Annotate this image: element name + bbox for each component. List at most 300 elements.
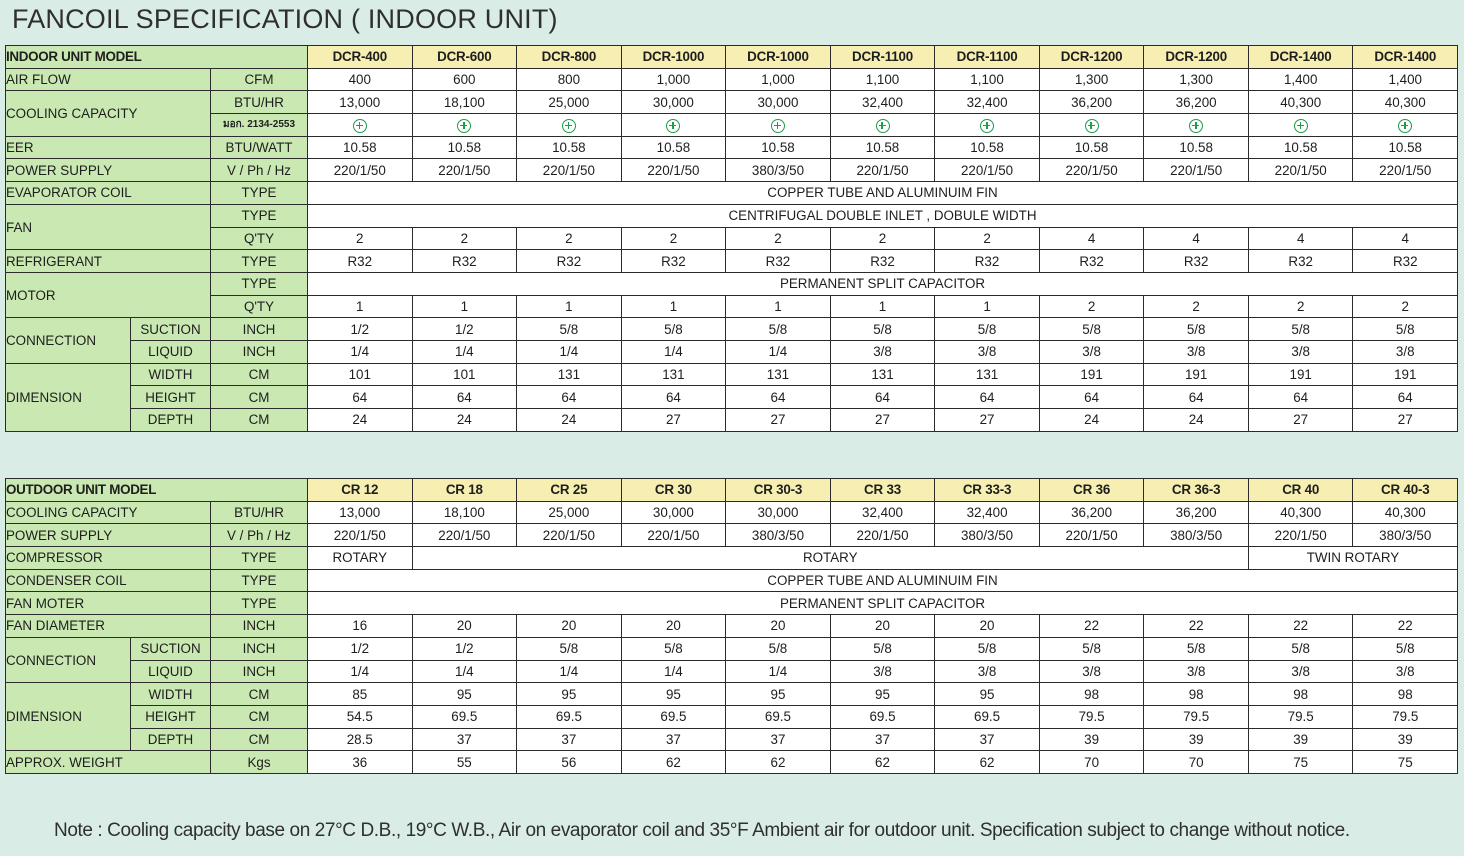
unit-label: มอก. 2134-2553: [211, 114, 308, 137]
model-name: DCR-1100: [830, 46, 935, 69]
value-cell: 1: [830, 295, 935, 318]
merged-value: CENTRIFUGAL DOUBLE INLET , DOBULE WIDTH: [308, 204, 1458, 227]
model-name: CR 30: [621, 479, 726, 502]
unit-label: CM: [211, 728, 308, 751]
value-cell: 2: [308, 227, 413, 250]
value-cell: 1/4: [308, 660, 413, 683]
unit-label: Q'TY: [211, 227, 308, 250]
value-cell: 101: [308, 363, 413, 386]
value-cell: 69.5: [412, 705, 517, 728]
condenser-coil-row: [6, 569, 1458, 592]
value-cell: 131: [830, 363, 935, 386]
cooling-capacity-row: [6, 91, 1458, 114]
model-name: CR 12: [308, 479, 413, 502]
dimension-depth-row: [6, 409, 1458, 432]
standard-mark-cell: [621, 114, 726, 137]
standard-mark-cell: [1144, 114, 1249, 137]
value-cell: 5/8: [935, 637, 1040, 660]
model-name: DCR-1200: [1039, 46, 1144, 69]
dimension-width-row: [6, 363, 1458, 386]
unit-label: V / Ph / Hz: [211, 159, 308, 182]
value-cell: 5/8: [1353, 637, 1458, 660]
value-cell: 62: [935, 751, 1040, 774]
value-cell: 1/4: [412, 340, 517, 363]
row-label: FAN MOTER: [6, 592, 211, 615]
standard-mark-cell: [935, 114, 1040, 137]
unit-label: CM: [211, 386, 308, 409]
value-cell: 27: [935, 409, 1040, 432]
value-cell: 64: [935, 386, 1040, 409]
value-cell: 5/8: [1144, 637, 1249, 660]
value-cell: 79.5: [1144, 705, 1249, 728]
value-cell: 40,300: [1248, 91, 1353, 114]
value-cell: 36,200: [1039, 91, 1144, 114]
value-cell: 10.58: [412, 136, 517, 159]
value-cell: 220/1/50: [308, 159, 413, 182]
value-cell: 64: [726, 386, 831, 409]
unit-label: TYPE: [211, 547, 308, 570]
unit-label: TYPE: [211, 272, 308, 295]
value-cell: 39: [1144, 728, 1249, 751]
value-cell: 98: [1039, 683, 1144, 706]
value-cell: 5/8: [1248, 637, 1353, 660]
value-cell: 56: [517, 751, 622, 774]
value-cell: 20: [726, 615, 831, 638]
value-cell: 5/8: [1039, 637, 1144, 660]
fan-type-row: [6, 204, 1458, 227]
value-cell: 1: [621, 295, 726, 318]
value-cell: 62: [830, 751, 935, 774]
unit-label: INCH: [211, 660, 308, 683]
value-cell: 20: [412, 615, 517, 638]
value-cell: 95: [412, 683, 517, 706]
value-cell: 5/8: [1039, 318, 1144, 341]
power-supply-row: [6, 159, 1458, 182]
weight-row: [6, 751, 1458, 774]
value-cell: 5/8: [935, 318, 1040, 341]
value-cell: 64: [830, 386, 935, 409]
value-cell: 79.5: [1353, 705, 1458, 728]
value-cell: 37: [517, 728, 622, 751]
row-label: POWER SUPPLY: [6, 524, 211, 547]
row-label: FAN: [6, 204, 211, 249]
unit-label: TYPE: [211, 569, 308, 592]
value-cell: 380/3/50: [935, 524, 1040, 547]
standard-mark-cell: [726, 114, 831, 137]
value-cell: 220/1/50: [935, 159, 1040, 182]
value-cell: 1/2: [308, 637, 413, 660]
tisi-mark-icon: [980, 119, 994, 133]
value-cell: 27: [1248, 409, 1353, 432]
value-cell: 5/8: [517, 637, 622, 660]
value-cell: 27: [830, 409, 935, 432]
value-cell: R32: [1039, 250, 1144, 273]
value-cell: 5/8: [621, 318, 726, 341]
unit-label: INCH: [211, 615, 308, 638]
value-cell: 22: [1039, 615, 1144, 638]
value-cell: 69.5: [830, 705, 935, 728]
unit-label: TYPE: [211, 592, 308, 615]
value-cell: 1/2: [308, 318, 413, 341]
connection-suction-row: [6, 318, 1458, 341]
unit-label: TYPE: [211, 182, 308, 205]
row-label: EER: [6, 136, 211, 159]
connection-liquid-row: [6, 340, 1458, 363]
model-name: DCR-1100: [935, 46, 1040, 69]
value-cell: 3/8: [1039, 340, 1144, 363]
value-cell: 20: [517, 615, 622, 638]
value-cell: 1,000: [621, 68, 726, 91]
model-name: CR 33-3: [935, 479, 1040, 502]
value-cell: 62: [621, 751, 726, 774]
value-cell: 3/8: [935, 660, 1040, 683]
value-cell: 39: [1353, 728, 1458, 751]
value-cell: 70: [1039, 751, 1144, 774]
value-cell: 220/1/50: [1248, 159, 1353, 182]
value-cell: 1: [517, 295, 622, 318]
value-cell: 5/8: [726, 318, 831, 341]
compressor-row: [6, 547, 1458, 570]
value-cell: 37: [412, 728, 517, 751]
value-cell: 64: [412, 386, 517, 409]
value-cell: 220/1/50: [830, 524, 935, 547]
value-cell: 37: [935, 728, 1040, 751]
value-cell: 131: [935, 363, 1040, 386]
value-cell: 39: [1248, 728, 1353, 751]
value-cell: 24: [308, 409, 413, 432]
value-cell: 13,000: [308, 501, 413, 524]
standard-mark-cell: [517, 114, 622, 137]
value-cell: 10.58: [726, 136, 831, 159]
value-cell: 25,000: [517, 91, 622, 114]
value-cell: 36,200: [1144, 501, 1249, 524]
value-cell: 64: [1248, 386, 1353, 409]
value-cell: 22: [1144, 615, 1249, 638]
value-cell: 1/4: [412, 660, 517, 683]
sub-label: HEIGHT: [131, 386, 211, 409]
value-cell: 2: [1039, 295, 1144, 318]
value-cell: 5/8: [830, 637, 935, 660]
value-cell: 5/8: [621, 637, 726, 660]
fan-diameter-row: [6, 615, 1458, 638]
value-cell: 131: [726, 363, 831, 386]
sub-label: WIDTH: [131, 363, 211, 386]
unit-label: INCH: [211, 637, 308, 660]
row-label: COOLING CAPACITY: [6, 91, 211, 136]
value-cell: 380/3/50: [1144, 524, 1249, 547]
sub-label: LIQUID: [131, 660, 211, 683]
model-name: CR 40: [1248, 479, 1353, 502]
value-cell: 1/4: [621, 660, 726, 683]
value-cell: 1/4: [308, 340, 413, 363]
value-cell: 20: [621, 615, 726, 638]
unit-label: TYPE: [211, 204, 308, 227]
value-cell: 2: [517, 227, 622, 250]
value-cell: 2: [830, 227, 935, 250]
sub-label: SUCTION: [131, 318, 211, 341]
value-cell: 24: [1039, 409, 1144, 432]
sub-label: DEPTH: [131, 409, 211, 432]
value-cell: 2: [935, 227, 1040, 250]
merged-value: PERMANENT SPLIT CAPACITOR: [308, 592, 1458, 615]
unit-label: CM: [211, 409, 308, 432]
merged-value: COPPER TUBE AND ALUMINUIM FIN: [308, 569, 1458, 592]
value-cell: 95: [726, 683, 831, 706]
value-cell: 3/8: [830, 660, 935, 683]
value-cell: 62: [726, 751, 831, 774]
tisi-mark-icon: [1398, 119, 1412, 133]
value-cell: R32: [935, 250, 1040, 273]
value-cell: 3/8: [1039, 660, 1144, 683]
value-cell: 1/4: [517, 660, 622, 683]
row-label: EVAPORATOR COIL: [6, 182, 211, 205]
eer-row: [6, 136, 1458, 159]
value-cell: 36,200: [1039, 501, 1144, 524]
value-cell: 75: [1353, 751, 1458, 774]
value-cell: 3/8: [1248, 340, 1353, 363]
value-cell: 24: [1144, 409, 1249, 432]
model-name: DCR-1400: [1353, 46, 1458, 69]
standard-mark-cell: [830, 114, 935, 137]
dimension-height-row: [6, 386, 1458, 409]
value-cell: 22: [1353, 615, 1458, 638]
value-cell: 2: [726, 227, 831, 250]
sub-label: WIDTH: [131, 683, 211, 706]
unit-label: INCH: [211, 318, 308, 341]
value-cell: 220/1/50: [1039, 524, 1144, 547]
value-cell: 380/3/50: [726, 159, 831, 182]
row-label: APPROX. WEIGHT: [6, 751, 211, 774]
value-cell: 1,400: [1353, 68, 1458, 91]
sub-label: DEPTH: [131, 728, 211, 751]
fan-qty-row: [6, 227, 1458, 250]
value-cell: 20: [935, 615, 1040, 638]
value-cell: 10.58: [935, 136, 1040, 159]
header-row: [6, 479, 1458, 502]
value-cell: 69.5: [935, 705, 1040, 728]
value-cell: 2: [1144, 295, 1249, 318]
value-cell: 64: [1144, 386, 1249, 409]
value-cell: 191: [1353, 363, 1458, 386]
value-cell: 30,000: [621, 91, 726, 114]
value-cell: 3/8: [1353, 340, 1458, 363]
value-cell: 5/8: [1144, 318, 1249, 341]
unit-label: CM: [211, 705, 308, 728]
unit-label: Q'TY: [211, 295, 308, 318]
value-cell: 1/4: [726, 660, 831, 683]
value-cell: 98: [1353, 683, 1458, 706]
value-cell: 69.5: [621, 705, 726, 728]
connection-liquid-row: [6, 660, 1458, 683]
connection-suction-row: [6, 637, 1458, 660]
dimension-depth-row: [6, 728, 1458, 751]
value-cell: R32: [1248, 250, 1353, 273]
value-cell: 69.5: [517, 705, 622, 728]
row-label: CONDENSER COIL: [6, 569, 211, 592]
tisi-mark-icon: [353, 119, 367, 133]
row-label: AIR FLOW: [6, 68, 211, 91]
evaporator-coil-row: [6, 182, 1458, 205]
value-cell: 32,400: [830, 91, 935, 114]
sub-label: LIQUID: [131, 340, 211, 363]
standard-mark-cell: [308, 114, 413, 137]
value-cell: 600: [412, 68, 517, 91]
value-cell: ROTARY: [308, 547, 413, 570]
row-label: COOLING CAPACITY: [6, 501, 211, 524]
value-cell: 64: [1353, 386, 1458, 409]
footnote: Note : Cooling capacity base on 27°C D.B., 19°C W.B., Air on evaporator coil and 35°F Ambient air for outdoor unit. Specification subject to change without notice.: [54, 820, 1350, 841]
value-cell: 10.58: [1039, 136, 1144, 159]
value-cell: 18,100: [412, 91, 517, 114]
model-name: DCR-1000: [726, 46, 831, 69]
value-cell: 220/1/50: [621, 524, 726, 547]
row-label: CONNECTION: [6, 637, 131, 682]
value-cell: 25,000: [517, 501, 622, 524]
model-name: CR 40-3: [1353, 479, 1458, 502]
refrigerant-row: [6, 250, 1458, 273]
model-name: DCR-1200: [1144, 46, 1249, 69]
value-cell: 37: [621, 728, 726, 751]
value-cell: 37: [830, 728, 935, 751]
value-cell: 75: [1248, 751, 1353, 774]
standard-mark-cell: [412, 114, 517, 137]
unit-label: CM: [211, 683, 308, 706]
value-cell: 1: [412, 295, 517, 318]
value-cell: 64: [1039, 386, 1144, 409]
row-label: POWER SUPPLY: [6, 159, 211, 182]
value-cell: 27: [726, 409, 831, 432]
value-cell: 220/1/50: [621, 159, 726, 182]
value-cell: 1: [935, 295, 1040, 318]
value-cell: 220/1/50: [517, 524, 622, 547]
unit-label: Kgs: [211, 751, 308, 774]
value-cell: 220/1/50: [1144, 159, 1249, 182]
row-label: MOTOR: [6, 272, 211, 317]
value-cell: 3/8: [830, 340, 935, 363]
value-cell: 22: [1248, 615, 1353, 638]
value-cell: 98: [1144, 683, 1249, 706]
standard-mark-cell: [1248, 114, 1353, 137]
value-cell: 1,100: [830, 68, 935, 91]
value-cell: 40,300: [1248, 501, 1353, 524]
value-cell: 20: [830, 615, 935, 638]
value-cell: 30,000: [621, 501, 726, 524]
value-cell: 5/8: [517, 318, 622, 341]
motor-qty-row: [6, 295, 1458, 318]
value-cell: R32: [726, 250, 831, 273]
value-cell: 3/8: [1144, 340, 1249, 363]
value-cell: 13,000: [308, 91, 413, 114]
value-cell: 220/1/50: [1039, 159, 1144, 182]
value-cell: R32: [308, 250, 413, 273]
model-name: DCR-400: [308, 46, 413, 69]
value-cell: 64: [308, 386, 413, 409]
merged-value: ROTARY: [412, 547, 1248, 570]
tisi-mark-icon: [1189, 119, 1203, 133]
value-cell: 380/3/50: [1353, 524, 1458, 547]
standard-mark-cell: [1039, 114, 1144, 137]
unit-label: TYPE: [211, 250, 308, 273]
value-cell: 85: [308, 683, 413, 706]
value-cell: 191: [1144, 363, 1249, 386]
value-cell: 30,000: [726, 91, 831, 114]
tisi-mark-icon: [876, 119, 890, 133]
header-row: [6, 46, 1458, 69]
value-cell: 4: [1353, 227, 1458, 250]
value-cell: 39: [1039, 728, 1144, 751]
value-cell: 10.58: [1248, 136, 1353, 159]
value-cell: 69.5: [726, 705, 831, 728]
model-name: CR 30-3: [726, 479, 831, 502]
value-cell: 10.58: [308, 136, 413, 159]
value-cell: 1,000: [726, 68, 831, 91]
value-cell: 220/1/50: [830, 159, 935, 182]
value-cell: 79.5: [1248, 705, 1353, 728]
value-cell: 4: [1144, 227, 1249, 250]
value-cell: 40,300: [1353, 91, 1458, 114]
value-cell: 1/2: [412, 637, 517, 660]
value-cell: 36: [308, 751, 413, 774]
merged-value: PERMANENT SPLIT CAPACITOR: [308, 272, 1458, 295]
value-cell: 36,200: [1144, 91, 1249, 114]
fan-motor-row: [6, 592, 1458, 615]
power-supply-row: [6, 524, 1458, 547]
value-cell: 1/4: [621, 340, 726, 363]
value-cell: 3/8: [1144, 660, 1249, 683]
tisi-mark-icon: [771, 119, 785, 133]
standard-mark-row: [6, 114, 1458, 137]
sub-label: HEIGHT: [131, 705, 211, 728]
tisi-mark-icon: [562, 119, 576, 133]
value-cell: 2: [412, 227, 517, 250]
value-cell: 10.58: [1144, 136, 1249, 159]
value-cell: 79.5: [1039, 705, 1144, 728]
value-cell: R32: [1144, 250, 1249, 273]
value-cell: 380/3/50: [726, 524, 831, 547]
value-cell: 220/1/50: [412, 159, 517, 182]
value-cell: 5/8: [1248, 318, 1353, 341]
value-cell: 27: [621, 409, 726, 432]
tisi-mark-icon: [457, 119, 471, 133]
outdoor-spec-table: [5, 478, 1458, 774]
value-cell: 1: [308, 295, 413, 318]
value-cell: 1,400: [1248, 68, 1353, 91]
value-cell: 10.58: [1353, 136, 1458, 159]
value-cell: 10.58: [517, 136, 622, 159]
value-cell: 1/4: [726, 340, 831, 363]
value-cell: 5/8: [830, 318, 935, 341]
merged-value: COPPER TUBE AND ALUMINUIM FIN: [308, 182, 1458, 205]
value-cell: 5/8: [726, 637, 831, 660]
value-cell: 1,300: [1144, 68, 1249, 91]
value-cell: 24: [412, 409, 517, 432]
value-cell: 10.58: [621, 136, 726, 159]
indoor-spec-table: [5, 45, 1458, 432]
value-cell: 800: [517, 68, 622, 91]
tisi-mark-icon: [1294, 119, 1308, 133]
tisi-mark-icon: [1085, 119, 1099, 133]
unit-label: CFM: [211, 68, 308, 91]
model-name: DCR-1400: [1248, 46, 1353, 69]
value-cell: 70: [1144, 751, 1249, 774]
row-label: DIMENSION: [6, 363, 131, 431]
model-name: CR 33: [830, 479, 935, 502]
model-name: DCR-800: [517, 46, 622, 69]
model-name: CR 18: [412, 479, 517, 502]
value-cell: 131: [517, 363, 622, 386]
unit-label: BTU/HR: [211, 501, 308, 524]
value-cell: 18,100: [412, 501, 517, 524]
